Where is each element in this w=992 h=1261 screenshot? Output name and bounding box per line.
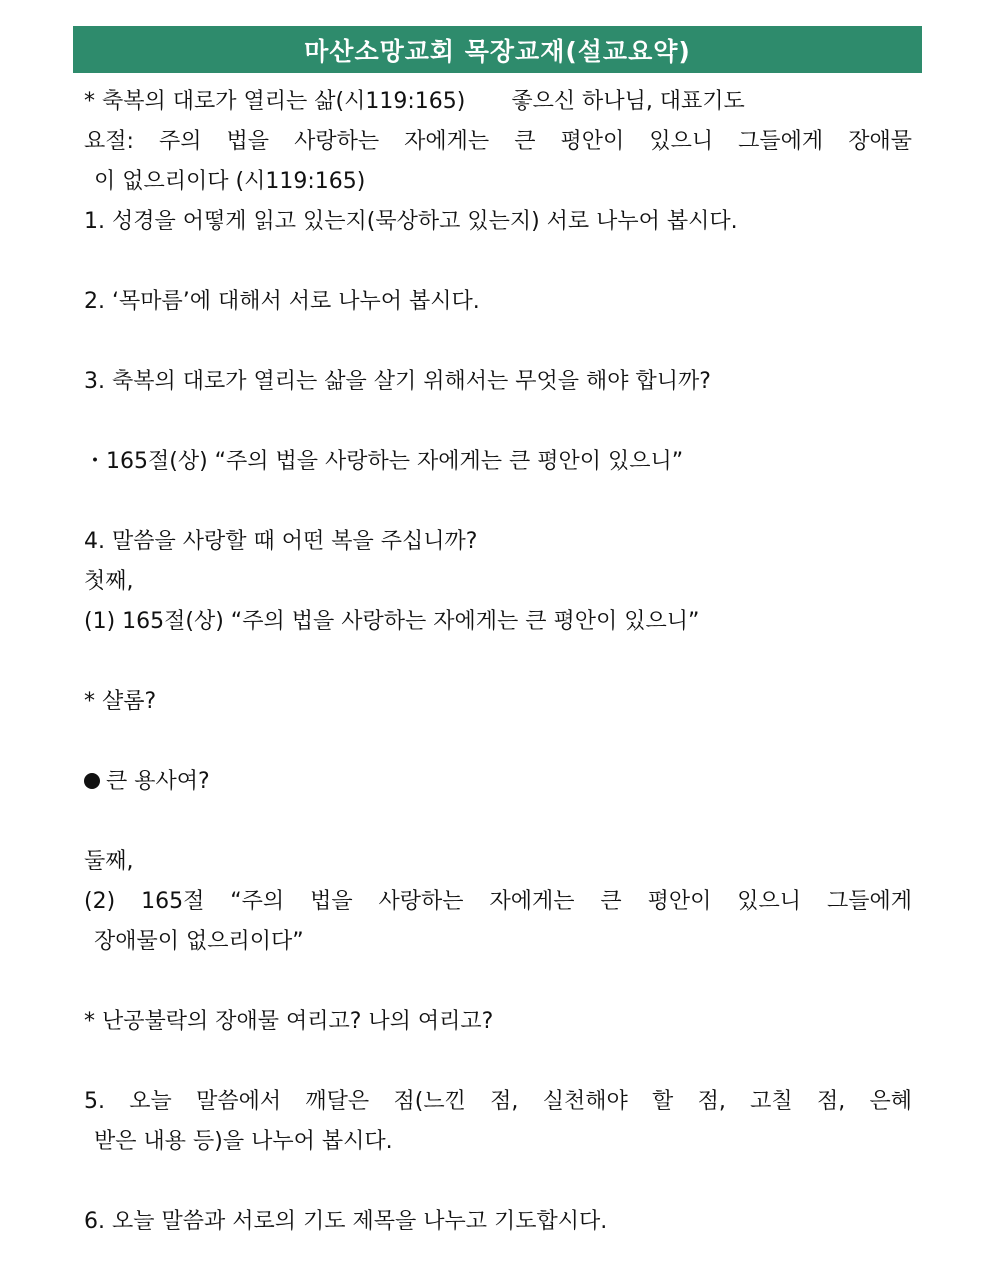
spacer [84, 482, 912, 522]
question-4-point-2-line-1: (2) 165절 “주의 법을 사랑하는 자에게는 큰 평안이 있으니 그들에게 [84, 889, 912, 914]
question-4-second: 둘째, [84, 849, 134, 874]
hymn-prayer: 좋으신 하나님, 대표기도 [511, 89, 745, 114]
question-4-shalom: * 샬롬? [84, 689, 157, 714]
question-4: 4. 말씀을 사랑할 때 어떤 복을 주십니까? [84, 529, 478, 554]
question-5-line-2: 받은 내용 등)을 나누어 봅시다. [94, 1129, 393, 1154]
spacer [84, 1162, 912, 1202]
question-1: 1. 성경을 어떻게 읽고 있는지(묵상하고 있는지) 서로 나누어 봅시다. [84, 209, 738, 234]
spacer [84, 242, 912, 282]
question-3-verse: ・165절(상) “주의 법을 사랑하는 자에게는 큰 평안이 있으니” [84, 449, 684, 474]
spacer [84, 802, 912, 842]
question-4-bullet-line [84, 762, 912, 802]
spacer [84, 962, 912, 1002]
key-verse-line-1: 요절: 주의 법을 사랑하는 자에게는 큰 평안이 있으니 그들에게 장애물 [84, 129, 912, 154]
sermon-info-line [84, 82, 912, 122]
question-4-point-1: (1) 165절(상) “주의 법을 사랑하는 자에게는 큰 평안이 있으니” [84, 609, 700, 634]
page-title-text: 마산소망교회 목장교재(설교요약) [304, 36, 691, 66]
key-verse-line-2: 이 없으리이다 (시119:165) [94, 169, 366, 194]
spacer [84, 322, 912, 362]
question-3: 3. 축복의 대로가 열리는 삶을 살기 위해서는 무엇을 해야 합니까? [84, 369, 711, 394]
question-6: 6. 오늘 말씀과 서로의 기도 제목을 나누고 기도합시다. [84, 1209, 608, 1234]
question-4-bullet-text: 큰 용사여? [106, 769, 210, 794]
question-5-line-1: 5. 오늘 말씀에서 깨달은 점(느낀 점, 실천해야 할 점, 고칠 점, 은혜 [84, 1089, 912, 1114]
spacer [84, 1042, 912, 1082]
sermon-title: * 축복의 대로가 열리는 삶(시119:165) [84, 89, 466, 114]
document-body [84, 82, 912, 1242]
question-2: 2. ‘목마름’에 대해서 서로 나누어 봅시다. [84, 289, 480, 314]
bullet-dot-icon [84, 773, 100, 789]
spacer [84, 722, 912, 762]
question-4-point-2-line-2: 장애물이 없으리이다” [94, 929, 304, 954]
page-title [73, 26, 922, 73]
question-4-first: 첫째, [84, 569, 134, 594]
spacer [84, 642, 912, 682]
question-4-obstacle: * 난공불락의 장애물 여리고? 나의 여리고? [84, 1009, 494, 1034]
spacer [84, 402, 912, 442]
